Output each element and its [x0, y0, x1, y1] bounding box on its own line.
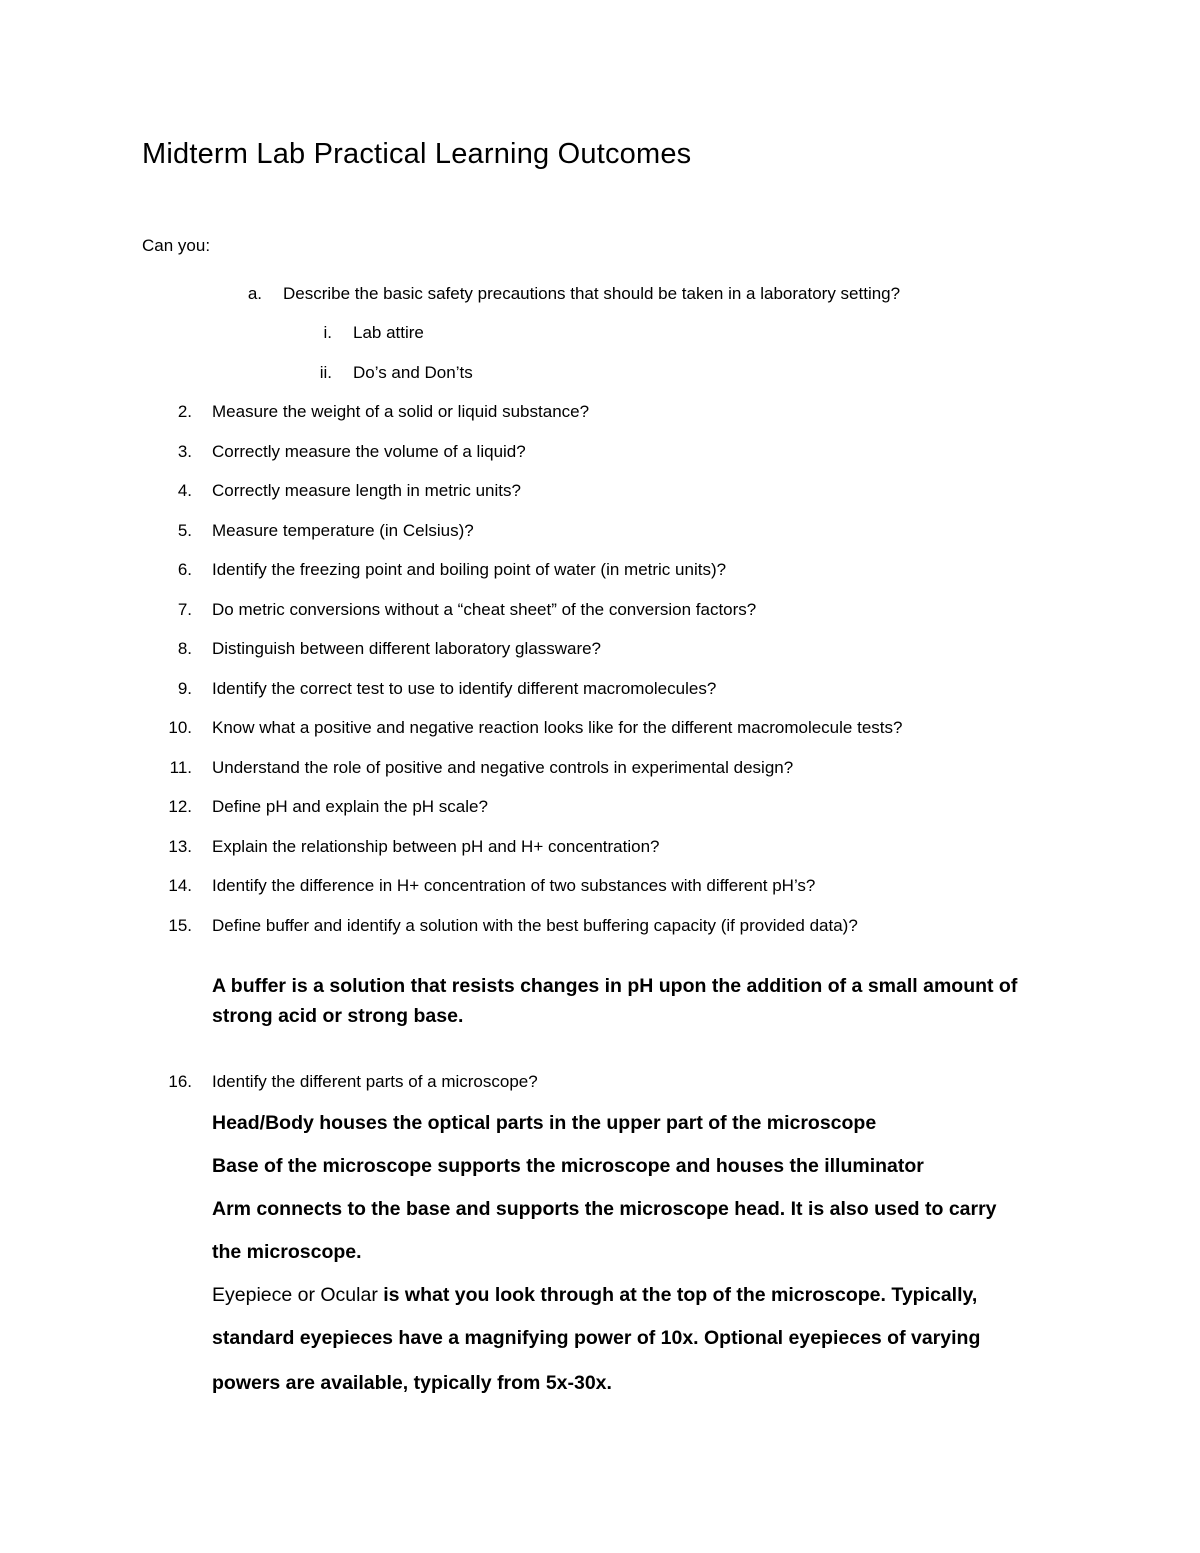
list-marker: 6.: [177, 560, 192, 579]
answer-text: standard eyepieces have a magnifying power of 10x. Optional eyepieces of varying: [212, 1327, 981, 1349]
list-item: [0, 1072, 1200, 1096]
list-item: [0, 758, 1200, 782]
list-item-text: Do metric conversions without a “cheat sheet” of the conversion factors?: [212, 600, 757, 619]
list-item-text: Know what a positive and negative reaction looks like for the different macromolecule tests?: [212, 718, 903, 737]
list-item: [0, 402, 1200, 426]
list-item-text: Distinguish between different laboratory glassware?: [212, 639, 602, 658]
list-item: [0, 481, 1200, 505]
intro-text: Can you:: [142, 236, 211, 255]
list-marker: 2.: [177, 402, 192, 421]
list-item-text: Identify the freezing point and boiling point of water (in metric units)?: [212, 560, 727, 579]
answer-text: Head/Body houses the optical parts in the upper part of the microscope: [212, 1112, 877, 1134]
list-item-text: Define pH and explain the pH scale?: [212, 797, 488, 816]
answer-text: powers are available, typically from 5x-30x.: [212, 1372, 612, 1394]
list-item-text: Measure temperature (in Celsius)?: [212, 521, 474, 540]
list-marker: 16.: [168, 1072, 192, 1091]
list-marker: i.: [323, 323, 332, 342]
list-marker: 13.: [168, 837, 192, 856]
list-item-text: Measure the weight of a solid or liquid substance?: [212, 402, 590, 421]
list-item: [0, 837, 1200, 861]
list-item: [0, 639, 1200, 663]
list-item: [0, 323, 1200, 347]
list-item: [0, 718, 1200, 742]
list-item-text: Do’s and Don’ts: [353, 363, 473, 382]
list-marker: 12.: [168, 797, 192, 816]
list-item: [0, 284, 1200, 308]
list-marker: 8.: [177, 639, 192, 658]
answer-text: Base of the microscope supports the microscope and houses the illuminator: [212, 1155, 924, 1177]
list-item-text: Define buffer and identify a solution with the best buffering capacity (if provided data)?: [212, 916, 858, 935]
list-marker: a.: [247, 284, 262, 303]
list-item: [0, 521, 1200, 545]
list-item-text: Identify the difference in H+ concentration of two substances with different pH’s?: [212, 876, 816, 895]
list-marker: 7.: [177, 600, 192, 619]
answer-text: the microscope.: [212, 1241, 362, 1263]
list-marker: ii.: [319, 363, 332, 382]
list-marker: 4.: [177, 481, 192, 500]
list-item-text: Explain the relationship between pH and H+ concentration?: [212, 837, 660, 856]
answer-lead-text: Eyepiece or Ocular: [212, 1284, 378, 1306]
list-item: [0, 442, 1200, 466]
answer-text: [212, 1284, 977, 1307]
list-item: [0, 876, 1200, 900]
list-item-text: Describe the basic safety precautions that should be taken in a laboratory setting?: [283, 284, 901, 303]
list-item: [0, 797, 1200, 821]
list-marker: 5.: [177, 521, 192, 540]
list-item-text: Identify the different parts of a microscope?: [212, 1072, 538, 1091]
list-item: [0, 679, 1200, 703]
list-marker: 3.: [177, 442, 192, 461]
list-marker: 11.: [169, 758, 192, 777]
answer-text: Arm connects to the base and supports the microscope head. It is also used to carry: [212, 1198, 997, 1220]
list-item-text: Lab attire: [353, 323, 424, 342]
document-title: Midterm Lab Practical Learning Outcomes: [142, 138, 692, 170]
list-item: [0, 363, 1200, 387]
list-item: [0, 600, 1200, 624]
list-item-text: Identify the correct test to use to identify different macromolecules?: [212, 679, 717, 698]
answer-text: A buffer is a solution that resists changes in pH upon the addition of a small amount of: [212, 975, 1018, 997]
answer-rest-text: is what you look through at the top of the microscope. Typically,: [377, 1284, 978, 1306]
list-item-text: Understand the role of positive and negative controls in experimental design?: [212, 758, 794, 777]
list-marker: 10.: [168, 718, 192, 737]
list-item-text: Correctly measure length in metric units?: [212, 481, 521, 500]
list-item-text: Correctly measure the volume of a liquid?: [212, 442, 526, 461]
list-item: [0, 916, 1200, 940]
list-marker: 15.: [168, 916, 192, 935]
list-item: [0, 560, 1200, 584]
list-marker: 9.: [177, 679, 192, 698]
answer-text: strong acid or strong base.: [212, 1005, 464, 1027]
list-marker: 14.: [168, 876, 192, 895]
